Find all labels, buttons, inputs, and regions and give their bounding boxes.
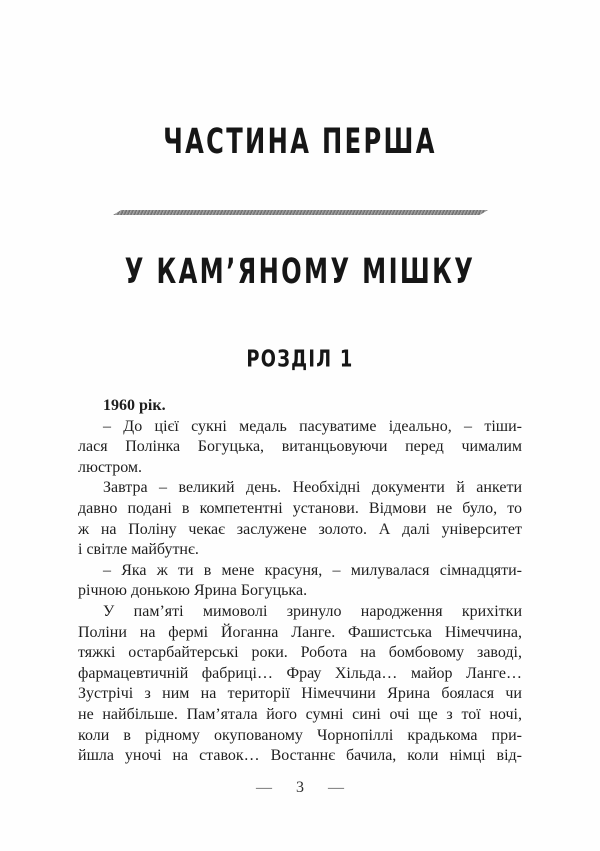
decorative-divider-line	[113, 210, 488, 215]
body-line: фармацевтичній фабриці… Фрау Хільда… майор Ланге…	[78, 664, 522, 682]
body-line: Завтра – великий день. Необхідні документи й анкети	[103, 479, 522, 497]
body-line: коли в рідному окупованому Чорнопіллі крадькома при-	[78, 726, 522, 744]
footer-right-dash: —	[328, 779, 344, 796]
body-line: і світле майбутнє.	[78, 541, 199, 559]
footer-left-dash: —	[256, 779, 272, 796]
page-footer	[0, 779, 600, 797]
page-number: 3	[296, 779, 304, 796]
part-title: ЧАСТИНА ПЕРША	[163, 121, 437, 163]
body-line: йшла уночі на ставок… Востаннє бачила, коли німці від-	[78, 747, 522, 765]
body-line: У пам’яті мимоволі зринуло народження крихітки	[103, 602, 522, 620]
body-line: люстром.	[78, 458, 143, 476]
body-text	[78, 396, 522, 767]
body-line: річною донькою Ярина Богуцька.	[78, 582, 308, 600]
chapter-title: РОЗДІЛ 1	[246, 345, 354, 373]
body-line: давно подані в компетентні установи. Відмови не було, то	[78, 499, 522, 517]
body-line: лася Полінка Богуцька, витанцьовуючи перед чималим	[78, 438, 522, 456]
body-line: тяжкі остарбайтерські роки. Робота на бомбовому заводі,	[78, 644, 522, 662]
body-line: – До цієї сукні медаль пасуватиме ідеально, – тіши-	[103, 417, 522, 435]
body-line: не найбільше. Пам’ятала його сумні сині очі ще з тої ночі,	[78, 705, 522, 723]
body-line: Зустрічі з ним на території Німеччини Ярина боялася чи	[78, 685, 522, 703]
body-line: ж на Поліну чекає заслужене золото. А далі університет	[78, 520, 522, 538]
body-line: 1960 рік.	[103, 397, 166, 414]
body-line: – Яка ж ти в мене красуня, – милувалася сімнадцяти-	[103, 561, 522, 579]
body-line: Поліни на фермі Йоганна Ланге. Фашистська Німеччина,	[78, 623, 522, 641]
section-title: У КАМ’ЯНОМУ МІШКУ	[124, 251, 476, 293]
